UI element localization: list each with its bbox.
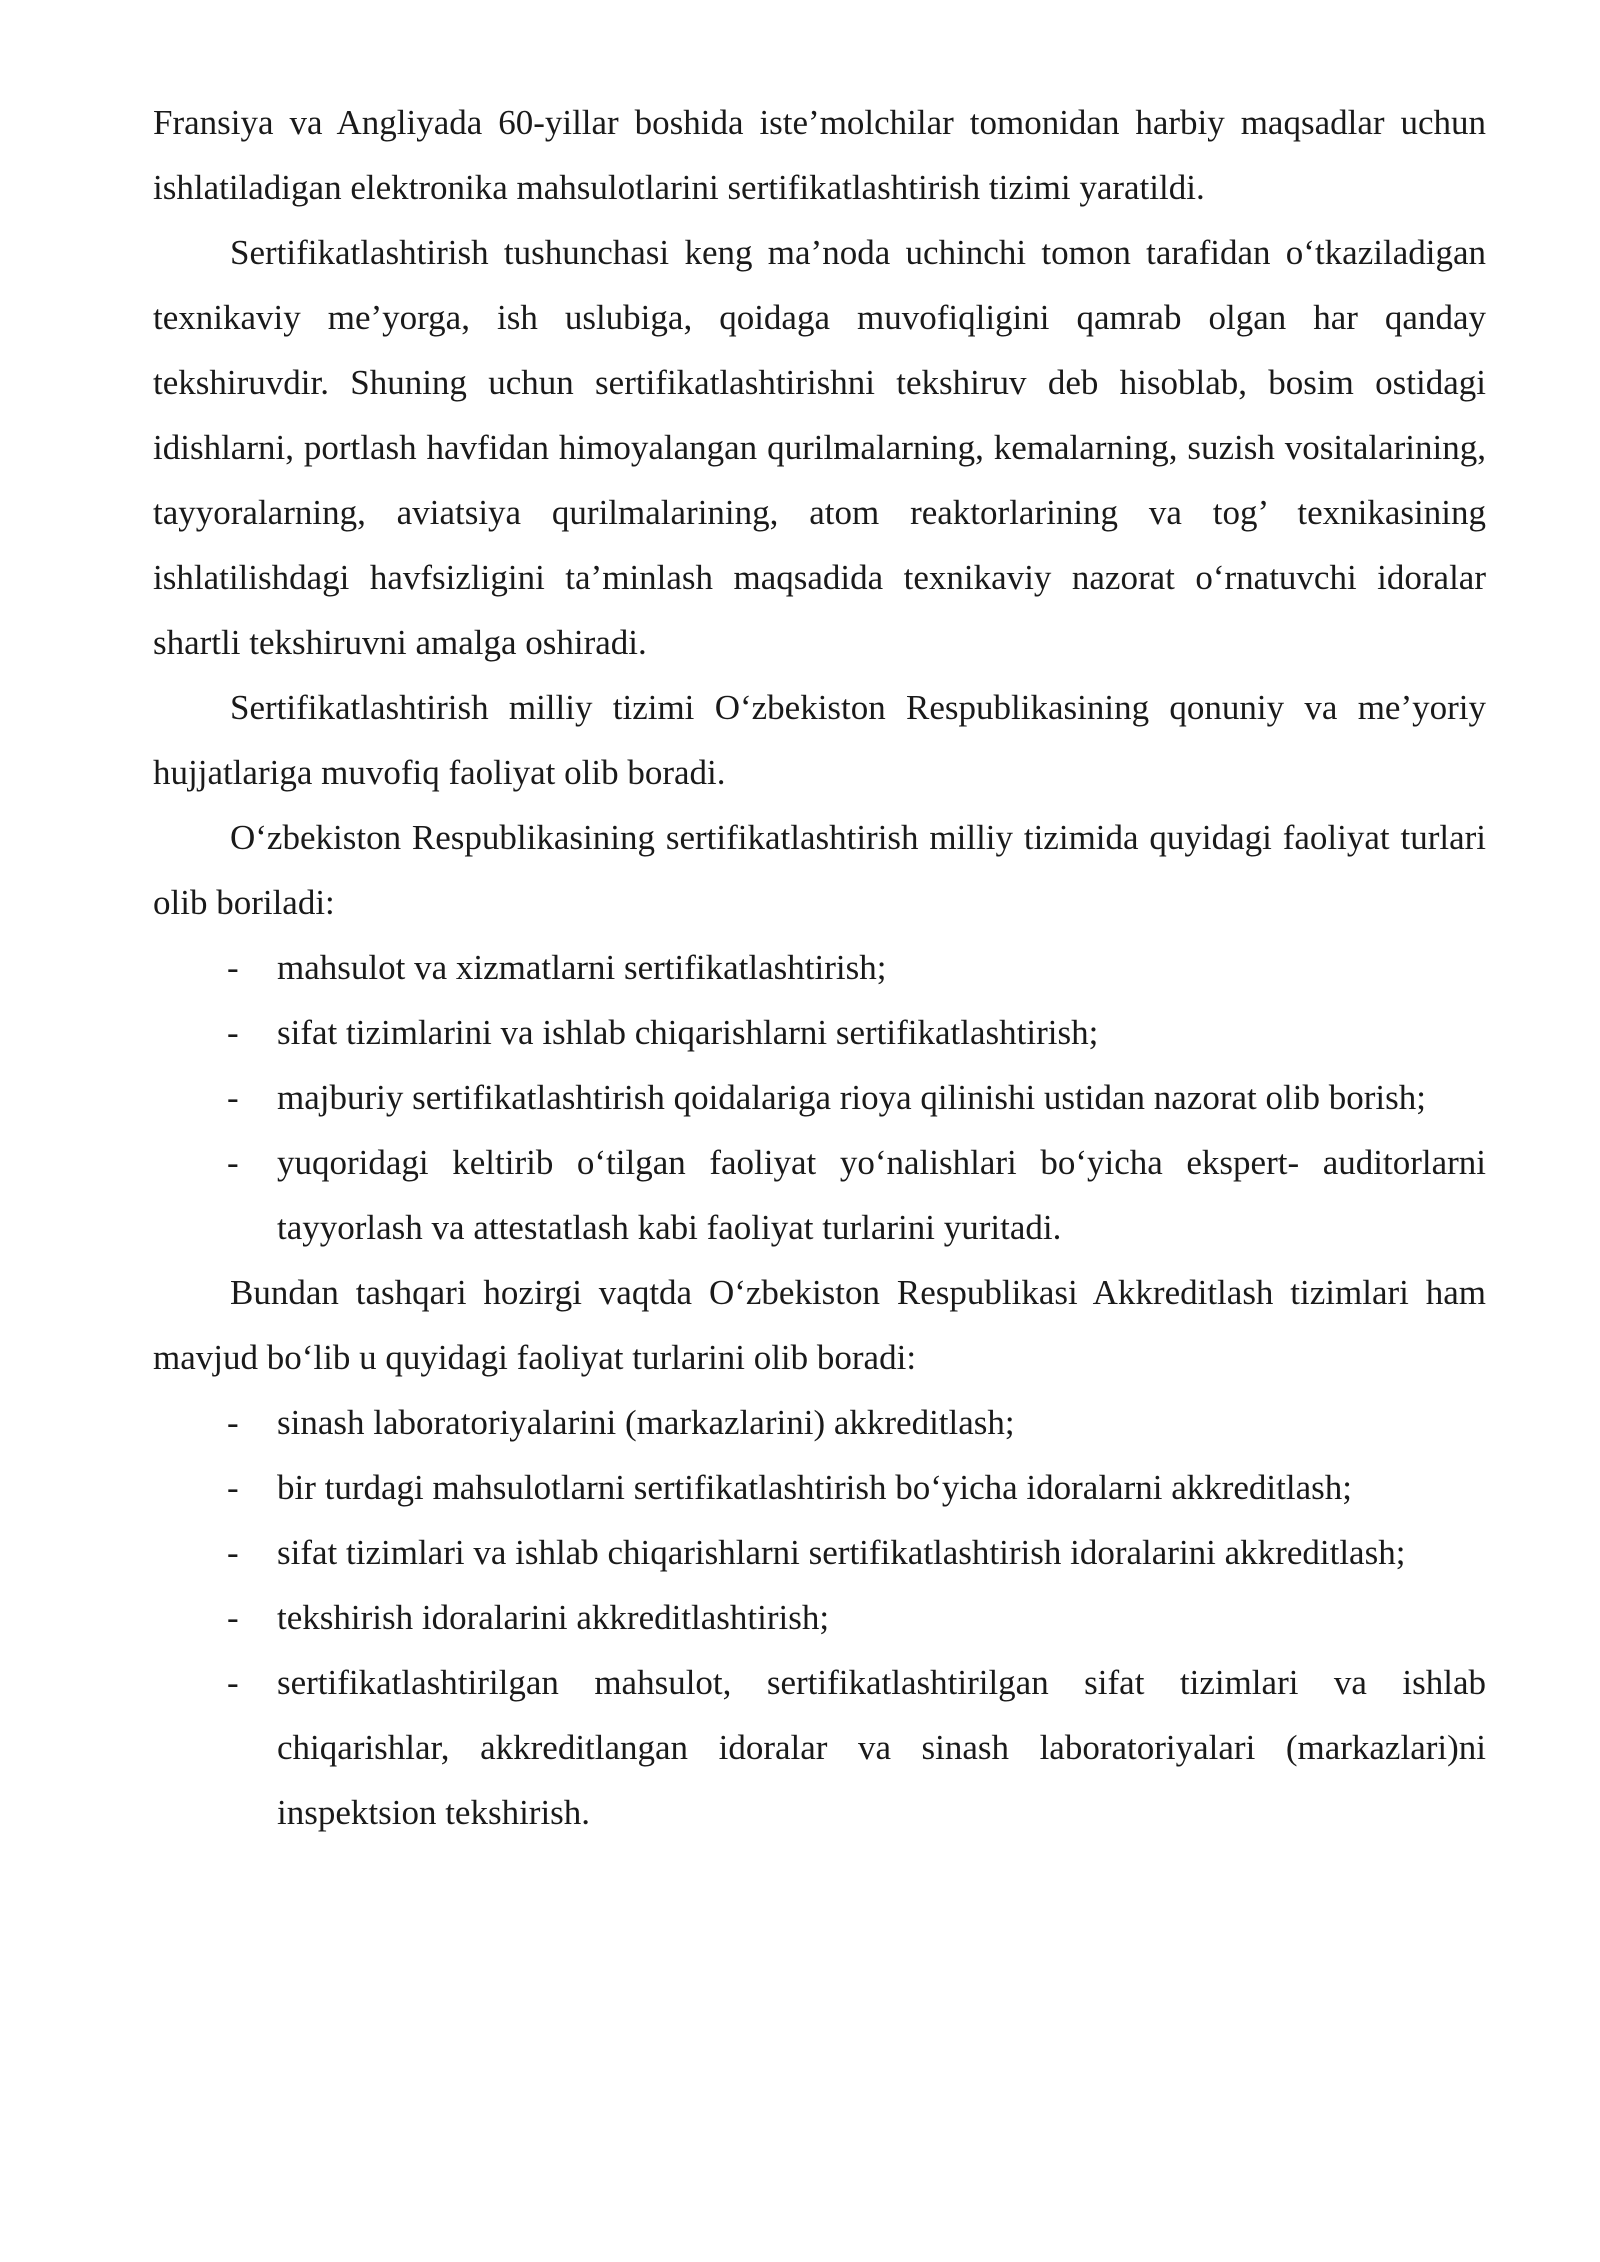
accreditation-intro-paragraph: Bundan tashqari hozirgi vaqtda O‘zbekiston Respublikasi Akkreditlash tizimlari ham mavjud bo‘lib u quyidagi faoliyat turlarini olib boradi:: [153, 1273, 1486, 1377]
intro-paragraph: Fransiya va Angliyada 60-yillar boshida iste’molchilar tomonidan harbiy maqsadlar uchun ishlatiladigan elektronika mahsulotlarini sertifikatlashtirish tizimi yaratildi.: [153, 103, 1486, 207]
list-dash: -: [227, 1468, 239, 1507]
list-item-text: sifat tizimlarini va ishlab chiqarishlarni sertifikatlashtirish;: [277, 1013, 1099, 1052]
activities-intro-paragraph: O‘zbekiston Respublikasining sertifikatlashtirish milliy tizimida quyidagi faoliyat turlari olib boriladi:: [153, 818, 1486, 922]
list-item: [153, 935, 1486, 1000]
list-item-text: sertifikatlashtirilgan mahsulot, sertifikatlashtirilgan sifat tizimlari va ishlab chiqarishlar, akkreditlangan idoralar va sinash laboratoriyalari (markazlari)ni inspektsion tekshirish.: [277, 1663, 1486, 1832]
list-item: [153, 1065, 1486, 1130]
activities-list: [153, 935, 1486, 1260]
list-item-text: mahsulot va xizmatlarni sertifikatlashtirish;: [277, 948, 887, 987]
list-item-text: bir turdagi mahsulotlarni sertifikatlashtirish bo‘yicha idoralarni akkreditlash;: [277, 1468, 1352, 1507]
list-item: [153, 1520, 1486, 1585]
list-dash: -: [227, 1663, 239, 1702]
list-item: [153, 1390, 1486, 1455]
list-dash: -: [227, 1403, 239, 1442]
list-item-text: sinash laboratoriyalarini (markazlarini) akkreditlash;: [277, 1403, 1015, 1442]
national-system-paragraph: Sertifikatlashtirish milliy tizimi O‘zbekiston Respublikasining qonuniy va me’yoriy hujjatlariga muvofiq faoliyat olib boradi.: [153, 688, 1486, 792]
list-dash: -: [227, 1598, 239, 1637]
list-dash: -: [227, 1013, 239, 1052]
list-dash: -: [227, 948, 239, 987]
accreditation-list: [153, 1390, 1486, 1845]
list-item: [153, 1000, 1486, 1065]
definition-paragraph: Sertifikatlashtirish tushunchasi keng ma’noda uchinchi tomon tarafidan o‘tkaziladigan texnikaviy me’yorga, ish uslubiga, qoidaga muvofiqligini qamrab olgan har qanday tekshiruvdir. Shuning uchun sertifikatlashtirishni tekshiruv deb hisoblab, bosim ostidagi idishlarni, portlash havfidan himoyalangan qurilmalarning, kemalarning, suzish vositalarining, tayyoralarning, aviatsiya qurilmalarining, atom reaktorlarining va tog’ texnikasining ishlatilishdagi havfsizligini ta’minlash maqsadida texnikaviy nazorat o‘rnatuvchi idoralar shartli tekshiruvni amalga oshiradi.: [153, 233, 1486, 662]
document-page: [153, 90, 1486, 1845]
list-item-text: yuqoridagi keltirib o‘tilgan faoliyat yo‘nalishlari bo‘yicha ekspert- auditorlarni tayyorlash va attestatlash kabi faoliyat turlarini yuritadi.: [277, 1143, 1486, 1247]
list-dash: -: [227, 1143, 239, 1182]
list-dash: -: [227, 1078, 239, 1117]
list-item-text: majburiy sertifikatlashtirish qoidalariga rioya qilinishi ustidan nazorat olib borish;: [277, 1078, 1426, 1117]
list-item-text: tekshirish idoralarini akkreditlashtirish;: [277, 1598, 830, 1637]
list-item: [153, 1455, 1486, 1520]
list-item: [153, 1650, 1486, 1845]
list-item: [153, 1585, 1486, 1650]
list-item: [153, 1130, 1486, 1260]
list-item-text: sifat tizimlari va ishlab chiqarishlarni sertifikatlashtirish idoralarini akkreditlash;: [277, 1533, 1406, 1572]
list-dash: -: [227, 1533, 239, 1572]
